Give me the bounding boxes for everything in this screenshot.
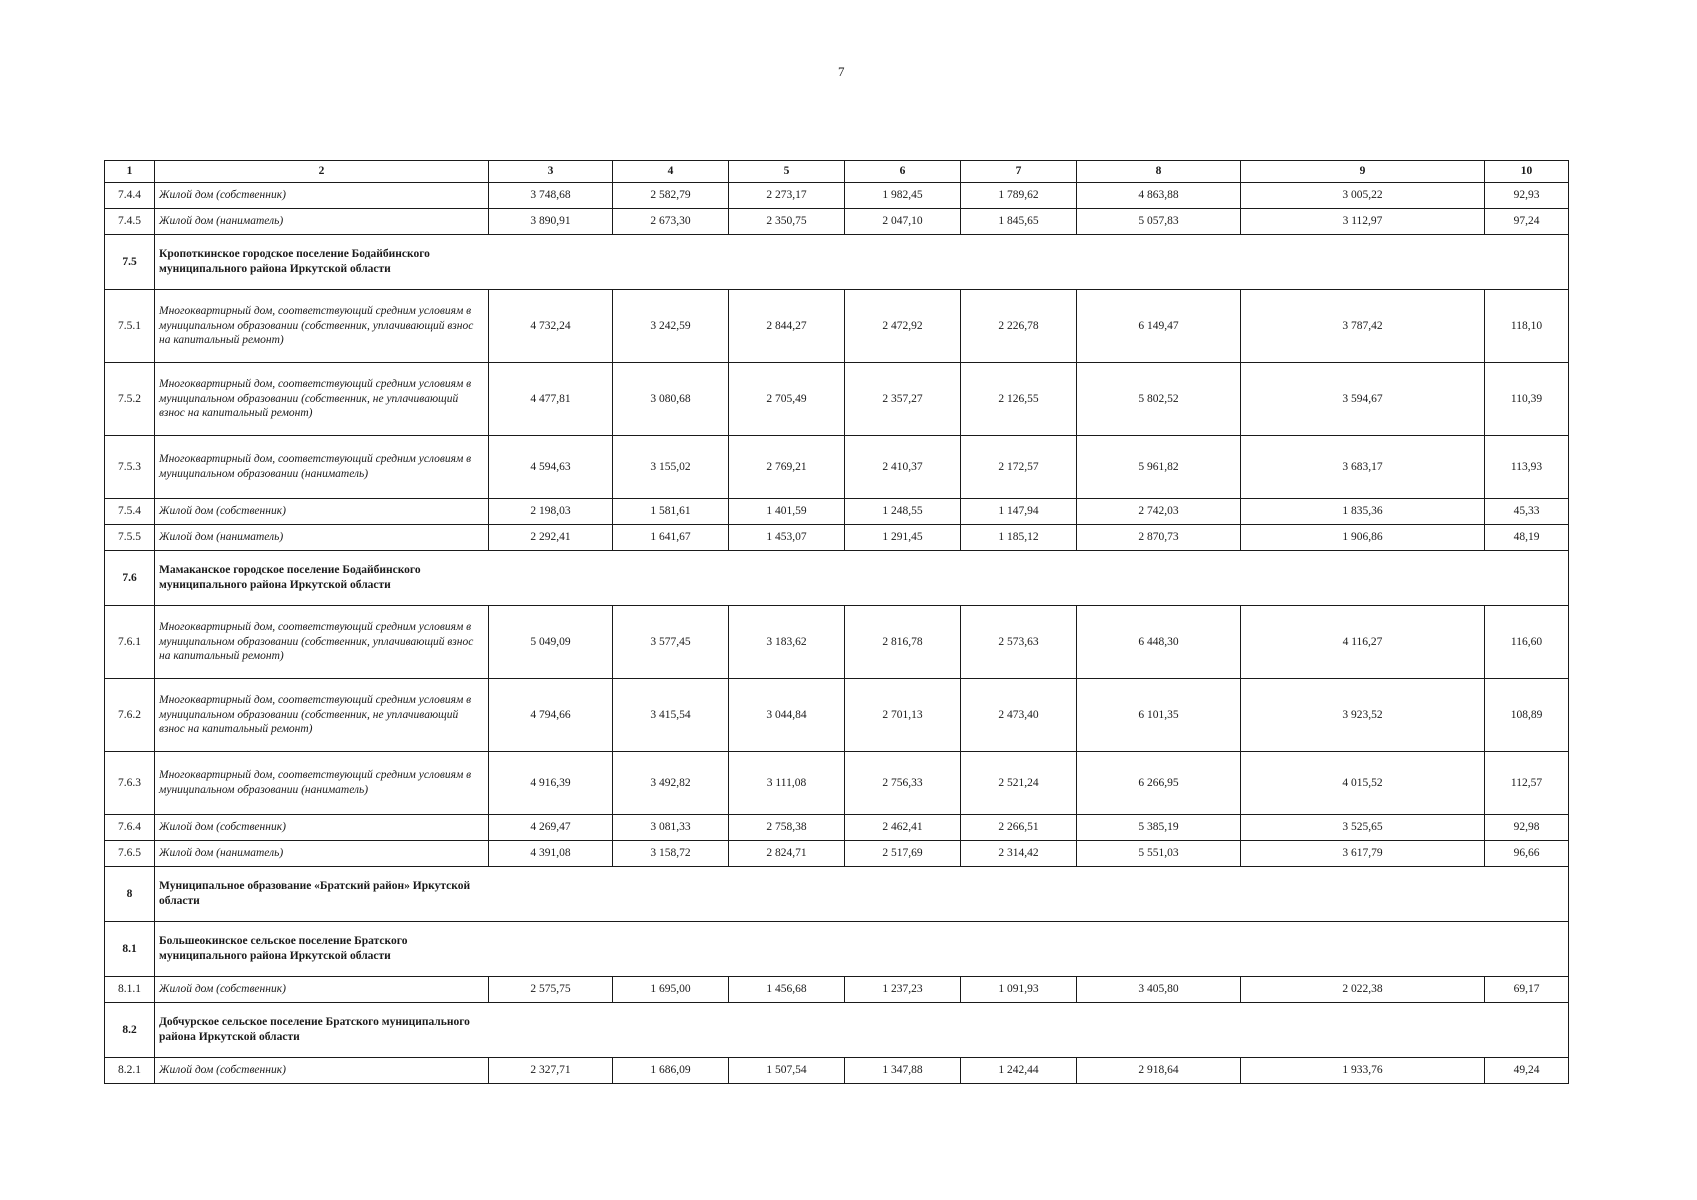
row-code: 7.6.1 <box>105 606 155 679</box>
value-col-5: 1 456,68 <box>729 977 845 1003</box>
value-col-8: 6 101,35 <box>1077 679 1241 752</box>
value-col-9: 2 022,38 <box>1241 977 1485 1003</box>
value-col-5: 2 844,27 <box>729 290 845 363</box>
row-code: 7.4.4 <box>105 183 155 209</box>
value-col-5: 1 453,07 <box>729 525 845 551</box>
section-title: Большеокинское сельское поселение Братского муниципального района Иркутской области <box>155 922 1569 977</box>
row-code: 7.6.3 <box>105 752 155 815</box>
value-col-9: 3 683,17 <box>1241 436 1485 499</box>
value-col-5: 1 507,54 <box>729 1058 845 1084</box>
value-col-10: 97,24 <box>1485 209 1569 235</box>
table-row <box>105 841 1569 867</box>
row-code: 7.6.4 <box>105 815 155 841</box>
value-col-3: 4 477,81 <box>489 363 613 436</box>
row-code: 8.2.1 <box>105 1058 155 1084</box>
row-description: Жилой дом (собственник) <box>155 183 489 209</box>
column-header-3: 3 <box>489 161 613 183</box>
value-col-8: 2 870,73 <box>1077 525 1241 551</box>
value-col-10: 110,39 <box>1485 363 1569 436</box>
row-description: Жилой дом (наниматель) <box>155 841 489 867</box>
value-col-9: 1 835,36 <box>1241 499 1485 525</box>
page-number: 7 <box>838 64 845 79</box>
value-col-10: 96,66 <box>1485 841 1569 867</box>
value-col-7: 1 091,93 <box>961 977 1077 1003</box>
table-row <box>105 183 1569 209</box>
value-col-8: 6 149,47 <box>1077 290 1241 363</box>
column-header-5: 5 <box>729 161 845 183</box>
value-col-8: 3 405,80 <box>1077 977 1241 1003</box>
value-col-3: 4 269,47 <box>489 815 613 841</box>
value-col-5: 2 273,17 <box>729 183 845 209</box>
value-col-6: 2 462,41 <box>845 815 961 841</box>
value-col-3: 4 916,39 <box>489 752 613 815</box>
value-col-8: 5 057,83 <box>1077 209 1241 235</box>
value-col-6: 2 357,27 <box>845 363 961 436</box>
table-row <box>105 499 1569 525</box>
value-col-7: 2 172,57 <box>961 436 1077 499</box>
section-row <box>105 235 1569 290</box>
value-col-4: 1 641,67 <box>613 525 729 551</box>
value-col-9: 3 525,65 <box>1241 815 1485 841</box>
value-col-7: 2 266,51 <box>961 815 1077 841</box>
column-header-4: 4 <box>613 161 729 183</box>
value-col-3: 2 292,41 <box>489 525 613 551</box>
value-col-8: 2 918,64 <box>1077 1058 1241 1084</box>
value-col-7: 2 473,40 <box>961 679 1077 752</box>
row-description: Многоквартирный дом, соответствующий средним условиям в муниципальном образовании (собственник, не уплачивающий взнос на капитальный ремонт) <box>155 679 489 752</box>
section-title: Муниципальное образование «Братский район» Иркутской области <box>155 867 1569 922</box>
row-description: Многоквартирный дом, соответствующий средним условиям в муниципальном образовании (наниматель) <box>155 436 489 499</box>
value-col-9: 4 015,52 <box>1241 752 1485 815</box>
row-description: Многоквартирный дом, соответствующий средним условиям в муниципальном образовании (наниматель) <box>155 752 489 815</box>
row-code: 7.5.1 <box>105 290 155 363</box>
section-row <box>105 551 1569 606</box>
row-code: 7.5.2 <box>105 363 155 436</box>
row-description: Жилой дом (собственник) <box>155 499 489 525</box>
section-row <box>105 922 1569 977</box>
value-col-8: 5 551,03 <box>1077 841 1241 867</box>
value-col-4: 3 158,72 <box>613 841 729 867</box>
value-col-9: 3 594,67 <box>1241 363 1485 436</box>
row-description: Многоквартирный дом, соответствующий средним условиям в муниципальном образовании (собственник, уплачивающий взнос на капитальный ремонт) <box>155 606 489 679</box>
section-row <box>105 867 1569 922</box>
value-col-8: 5 961,82 <box>1077 436 1241 499</box>
value-col-5: 3 183,62 <box>729 606 845 679</box>
value-col-5: 2 758,38 <box>729 815 845 841</box>
column-header-10: 10 <box>1485 161 1569 183</box>
row-code: 7.6.2 <box>105 679 155 752</box>
value-col-7: 1 185,12 <box>961 525 1077 551</box>
section-code: 7.5 <box>105 235 155 290</box>
table-row <box>105 525 1569 551</box>
header-row <box>105 161 1569 183</box>
value-col-9: 3 005,22 <box>1241 183 1485 209</box>
value-col-10: 112,57 <box>1485 752 1569 815</box>
section-title: Добчурское сельское поселение Братского муниципального района Иркутской области <box>155 1003 1569 1058</box>
value-col-4: 3 415,54 <box>613 679 729 752</box>
row-description: Многоквартирный дом, соответствующий средним условиям в муниципальном образовании (собственник, уплачивающий взнос на капитальный ремонт) <box>155 290 489 363</box>
value-col-8: 5 802,52 <box>1077 363 1241 436</box>
table-row <box>105 290 1569 363</box>
value-col-3: 2 327,71 <box>489 1058 613 1084</box>
value-col-10: 45,33 <box>1485 499 1569 525</box>
value-col-3: 4 594,63 <box>489 436 613 499</box>
value-col-8: 5 385,19 <box>1077 815 1241 841</box>
table-row <box>105 1058 1569 1084</box>
value-col-6: 2 701,13 <box>845 679 961 752</box>
value-col-4: 3 492,82 <box>613 752 729 815</box>
table-row <box>105 679 1569 752</box>
column-header-6: 6 <box>845 161 961 183</box>
value-col-10: 116,60 <box>1485 606 1569 679</box>
table-body <box>105 161 1569 1084</box>
value-col-3: 2 575,75 <box>489 977 613 1003</box>
value-col-10: 48,19 <box>1485 525 1569 551</box>
value-col-3: 4 794,66 <box>489 679 613 752</box>
value-col-7: 2 126,55 <box>961 363 1077 436</box>
value-col-9: 1 906,86 <box>1241 525 1485 551</box>
value-col-7: 1 242,44 <box>961 1058 1077 1084</box>
table-row <box>105 363 1569 436</box>
value-col-3: 2 198,03 <box>489 499 613 525</box>
row-description: Жилой дом (собственник) <box>155 977 489 1003</box>
row-description: Жилой дом (собственник) <box>155 1058 489 1084</box>
value-col-8: 2 742,03 <box>1077 499 1241 525</box>
value-col-4: 3 081,33 <box>613 815 729 841</box>
section-code: 8 <box>105 867 155 922</box>
value-col-8: 6 266,95 <box>1077 752 1241 815</box>
value-col-4: 1 686,09 <box>613 1058 729 1084</box>
value-col-6: 2 410,37 <box>845 436 961 499</box>
value-col-6: 1 291,45 <box>845 525 961 551</box>
column-header-1: 1 <box>105 161 155 183</box>
value-col-9: 1 933,76 <box>1241 1058 1485 1084</box>
value-col-5: 2 824,71 <box>729 841 845 867</box>
value-col-4: 2 582,79 <box>613 183 729 209</box>
column-header-9: 9 <box>1241 161 1485 183</box>
row-code: 7.4.5 <box>105 209 155 235</box>
value-col-5: 2 350,75 <box>729 209 845 235</box>
section-title: Кропоткинское городское поселение Бодайбинского муниципального района Иркутской области <box>155 235 1569 290</box>
value-col-6: 1 248,55 <box>845 499 961 525</box>
value-col-4: 3 242,59 <box>613 290 729 363</box>
table-row <box>105 606 1569 679</box>
value-col-3: 4 391,08 <box>489 841 613 867</box>
table-row <box>105 209 1569 235</box>
table-row <box>105 436 1569 499</box>
value-col-9: 3 112,97 <box>1241 209 1485 235</box>
value-col-6: 1 347,88 <box>845 1058 961 1084</box>
section-title: Мамаканское городское поселение Бодайбинского муниципального района Иркутской области <box>155 551 1569 606</box>
tariff-table <box>104 160 1569 1084</box>
value-col-3: 3 748,68 <box>489 183 613 209</box>
value-col-4: 3 080,68 <box>613 363 729 436</box>
value-col-5: 2 705,49 <box>729 363 845 436</box>
value-col-8: 6 448,30 <box>1077 606 1241 679</box>
row-code: 7.5.5 <box>105 525 155 551</box>
table-row <box>105 815 1569 841</box>
value-col-5: 3 111,08 <box>729 752 845 815</box>
table-row <box>105 752 1569 815</box>
value-col-7: 2 226,78 <box>961 290 1077 363</box>
section-code: 8.2 <box>105 1003 155 1058</box>
value-col-6: 2 517,69 <box>845 841 961 867</box>
value-col-10: 69,17 <box>1485 977 1569 1003</box>
row-description: Многоквартирный дом, соответствующий средним условиям в муниципальном образовании (собственник, не уплачивающий взнос на капитальный ремонт) <box>155 363 489 436</box>
section-row <box>105 1003 1569 1058</box>
value-col-8: 4 863,88 <box>1077 183 1241 209</box>
row-description: Жилой дом (наниматель) <box>155 209 489 235</box>
value-col-7: 2 573,63 <box>961 606 1077 679</box>
value-col-5: 1 401,59 <box>729 499 845 525</box>
value-col-10: 49,24 <box>1485 1058 1569 1084</box>
value-col-5: 2 769,21 <box>729 436 845 499</box>
value-col-6: 2 472,92 <box>845 290 961 363</box>
value-col-5: 3 044,84 <box>729 679 845 752</box>
value-col-4: 2 673,30 <box>613 209 729 235</box>
value-col-9: 3 923,52 <box>1241 679 1485 752</box>
value-col-6: 2 047,10 <box>845 209 961 235</box>
row-description: Жилой дом (наниматель) <box>155 525 489 551</box>
value-col-10: 108,89 <box>1485 679 1569 752</box>
row-description: Жилой дом (собственник) <box>155 815 489 841</box>
value-col-6: 2 756,33 <box>845 752 961 815</box>
value-col-3: 3 890,91 <box>489 209 613 235</box>
value-col-4: 3 155,02 <box>613 436 729 499</box>
value-col-7: 1 845,65 <box>961 209 1077 235</box>
value-col-10: 92,98 <box>1485 815 1569 841</box>
value-col-4: 1 695,00 <box>613 977 729 1003</box>
row-code: 7.5.3 <box>105 436 155 499</box>
value-col-7: 1 789,62 <box>961 183 1077 209</box>
column-header-8: 8 <box>1077 161 1241 183</box>
value-col-4: 1 581,61 <box>613 499 729 525</box>
value-col-9: 3 787,42 <box>1241 290 1485 363</box>
value-col-7: 2 521,24 <box>961 752 1077 815</box>
value-col-3: 4 732,24 <box>489 290 613 363</box>
column-header-2: 2 <box>155 161 489 183</box>
value-col-6: 2 816,78 <box>845 606 961 679</box>
value-col-9: 3 617,79 <box>1241 841 1485 867</box>
value-col-10: 118,10 <box>1485 290 1569 363</box>
value-col-6: 1 237,23 <box>845 977 961 1003</box>
section-code: 7.6 <box>105 551 155 606</box>
row-code: 7.6.5 <box>105 841 155 867</box>
value-col-10: 92,93 <box>1485 183 1569 209</box>
value-col-6: 1 982,45 <box>845 183 961 209</box>
section-code: 8.1 <box>105 922 155 977</box>
value-col-3: 5 049,09 <box>489 606 613 679</box>
row-code: 7.5.4 <box>105 499 155 525</box>
column-header-7: 7 <box>961 161 1077 183</box>
value-col-7: 2 314,42 <box>961 841 1077 867</box>
value-col-9: 4 116,27 <box>1241 606 1485 679</box>
value-col-4: 3 577,45 <box>613 606 729 679</box>
table-row <box>105 977 1569 1003</box>
row-code: 8.1.1 <box>105 977 155 1003</box>
value-col-10: 113,93 <box>1485 436 1569 499</box>
value-col-7: 1 147,94 <box>961 499 1077 525</box>
